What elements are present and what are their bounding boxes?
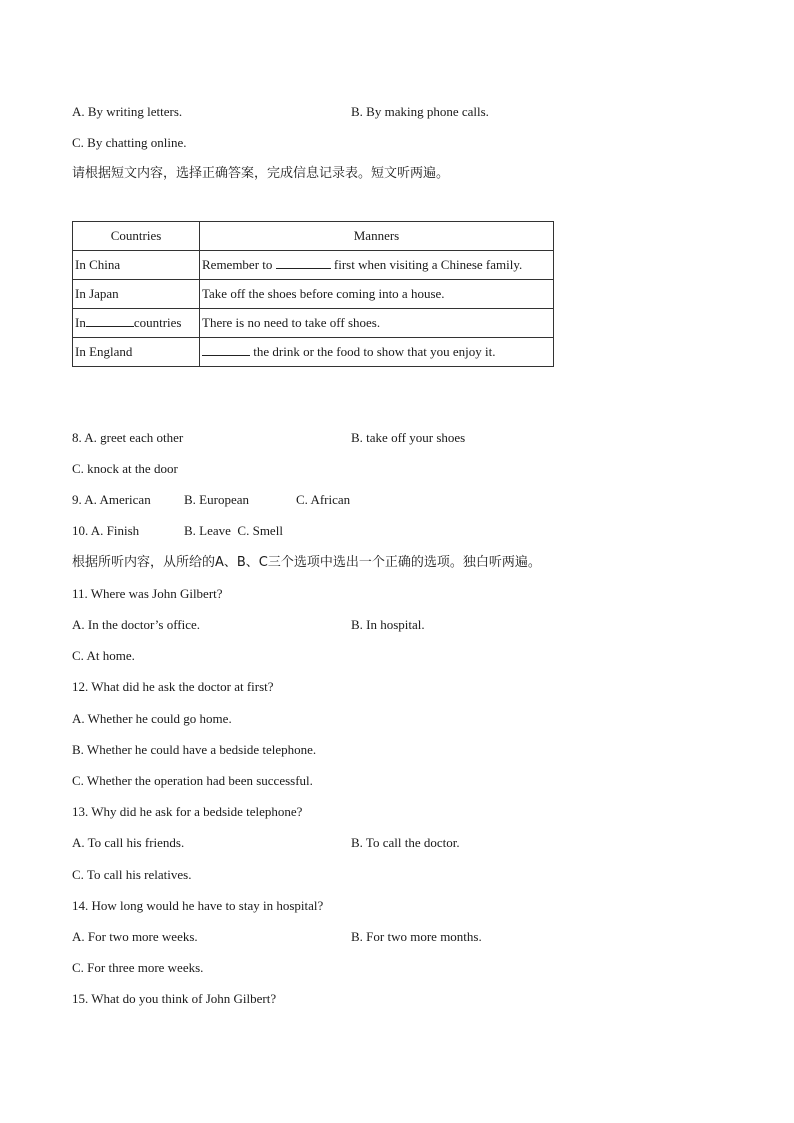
manner-text: the drink or the food to show that you enjoy it. (253, 344, 496, 359)
q10-option-c: C. Smell (237, 523, 283, 538)
answer-blank (202, 343, 250, 356)
q15-question: 15. What do you think of John Gilbert? (72, 991, 277, 1006)
q10-option-a: 10. A. Finish (72, 523, 140, 538)
table-header-row (73, 222, 554, 251)
q14-option-b: B. For two more months. (351, 929, 482, 944)
header-manners: Manners (200, 222, 554, 251)
q11-option-c: C. At home. (72, 648, 135, 663)
manner-cell (200, 338, 554, 367)
q9-option-b: B. European (184, 492, 249, 507)
section3-instruction: 根据所听内容，从所给的A、B、C三个选项中选出一个正确的选项。独白听两遍。 (72, 555, 541, 570)
q7-option-b: B. By making phone calls. (351, 104, 489, 119)
q13-option-a: A. To call his friends. (72, 835, 185, 850)
country-cell: In Japan (73, 280, 200, 309)
manners-table (72, 221, 554, 367)
q11-option-b: B. In hospital. (351, 617, 425, 632)
manner-text: Remember to (202, 257, 273, 272)
q8-option-b: B. take off your shoes (351, 430, 466, 445)
table-row (73, 338, 554, 367)
q10-option-b: B. Leave (184, 523, 231, 538)
q9-option-a: 9. A. American (72, 492, 151, 507)
manner-cell: Take off the shoes before coming into a house. (200, 280, 554, 309)
q13-option-c: C. To call his relatives. (72, 867, 192, 882)
table-row (73, 309, 554, 338)
q14-question: 14. How long would he have to stay in hospital? (72, 898, 324, 913)
answer-blank (86, 314, 134, 327)
manner-text: first when visiting a Chinese family. (333, 257, 523, 272)
q11-option-a: A. In the doctor’s office. (72, 617, 201, 632)
q14-option-a: A. For two more weeks. (72, 929, 198, 944)
q8-option-a: 8. A. greet each other (72, 430, 184, 445)
q8-option-c: C. knock at the door (72, 461, 178, 476)
q12-option-b: B. Whether he could have a bedside telephone. (72, 742, 317, 757)
section2-instruction: 请根据短文内容，选择正确答案，完成信息记录表。短文听两遍。 (72, 166, 450, 181)
answer-blank (276, 256, 331, 269)
q10-options (72, 523, 283, 539)
manner-cell: There is no need to take off shoes. (200, 309, 554, 338)
country-text: In (75, 315, 86, 330)
q13-question: 13. Why did he ask for a bedside telephone? (72, 804, 303, 819)
q12-question: 12. What did he ask the doctor at first? (72, 679, 274, 694)
q9-options (72, 492, 350, 508)
q14-option-c: C. For three more weeks. (72, 960, 204, 975)
country-cell (73, 309, 200, 338)
table-row (73, 280, 554, 309)
table-row (73, 251, 554, 280)
country-cell: In England (73, 338, 200, 367)
q11-question: 11. Where was John Gilbert? (72, 586, 223, 601)
q7-option-c: C. By chatting online. (72, 135, 187, 150)
header-countries: Countries (73, 222, 200, 251)
q7-option-a: A. By writing letters. (72, 104, 183, 119)
country-text: countries (133, 315, 182, 330)
q13-option-b: B. To call the doctor. (351, 835, 460, 850)
manner-cell (200, 251, 554, 280)
q9-option-c: C. African (296, 492, 351, 507)
q12-option-a: A. Whether he could go home. (72, 711, 232, 726)
country-cell: In China (73, 251, 200, 280)
q12-option-c: C. Whether the operation had been successful. (72, 773, 313, 788)
